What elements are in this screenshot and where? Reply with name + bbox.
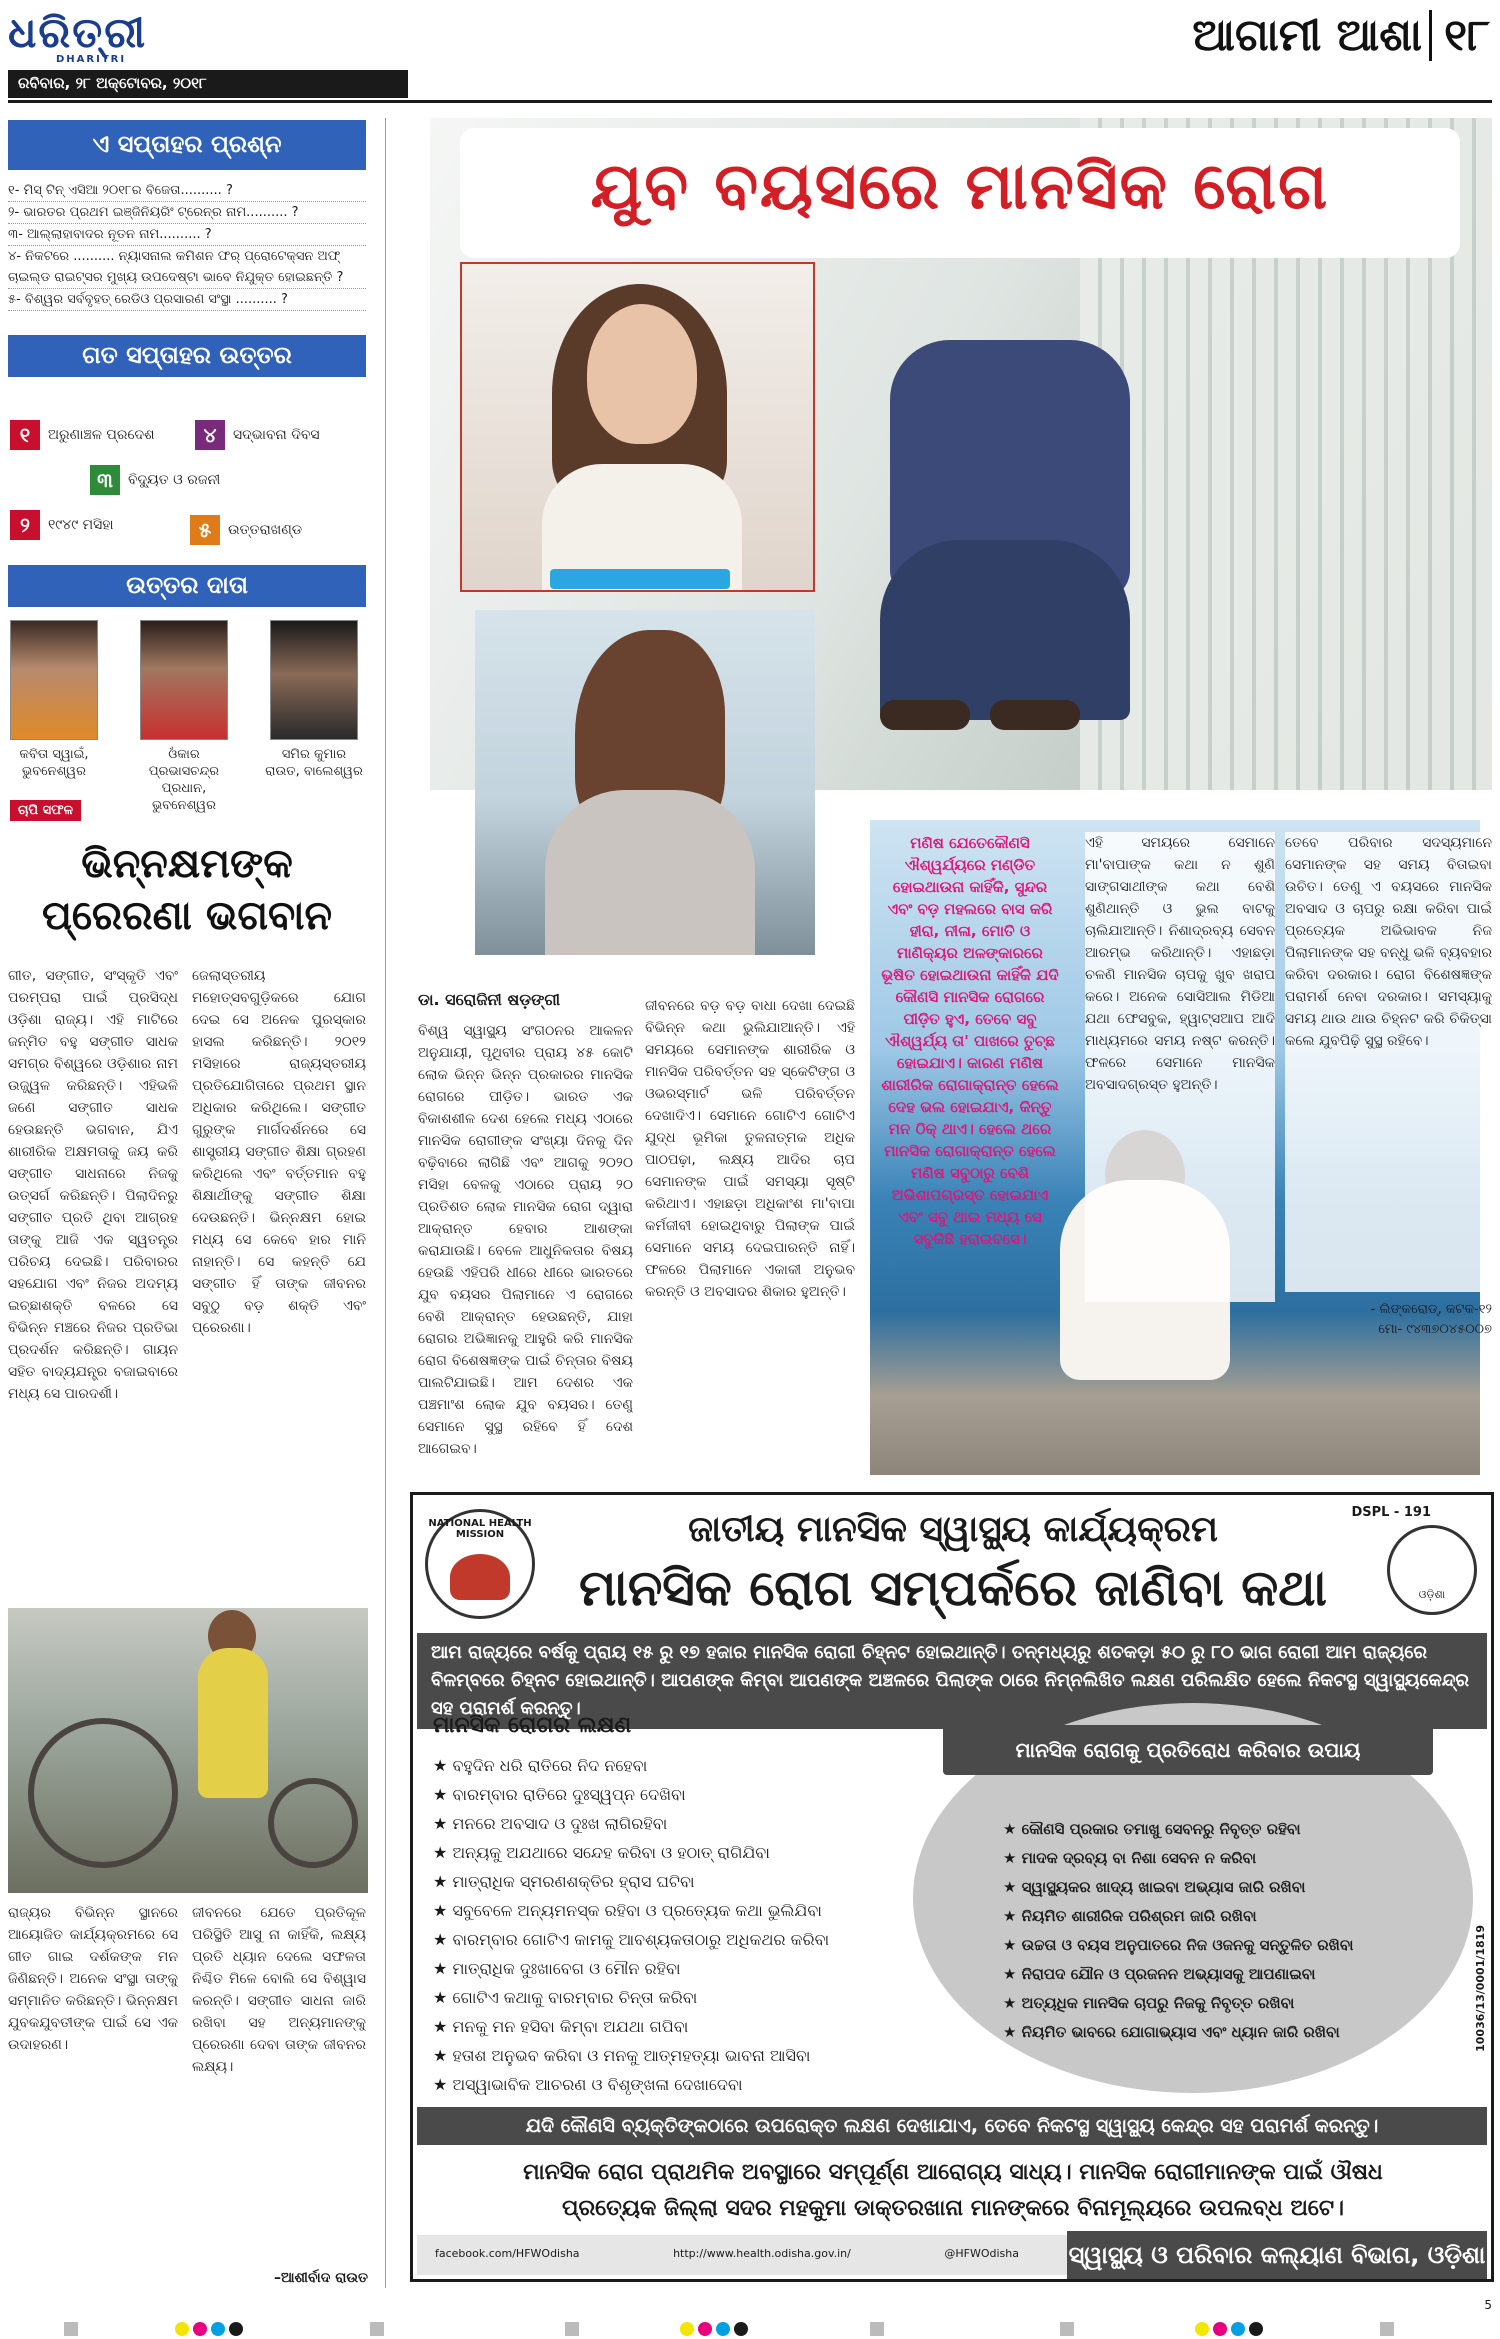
ad-program: ଜାତୀୟ ମାନସିକ ସ୍ୱାସ୍ଥ୍ୟ କାର୍ଯ୍ୟକ୍ରମ xyxy=(688,1509,1218,1550)
story-column: ଗୀତ, ସଙ୍ଗୀତ, ସଂସ୍କୃତି ଏବଂ ପରମ୍ପରା ପାଇଁ ପ୍ରସିଦ୍ଧ ଓଡ଼ିଶା ରାଜ୍ୟ। ଏହି ମାଟିରେ ଜନ୍ମିତ ବହୁ ସଙ୍ଗୀତ ସାଧକ ସମଗ୍ର ବିଶ୍ୱରେ ଓଡ଼ିଶାର ନାମ ଉଜ୍ଜ୍ୱଳ କରିଛନ୍ତି। ଏହିଭଳି ଜଣେ ସଙ୍ଗୀତ ସାଧକ ହେଉଛନ୍ତି ଭଗବାନ, ଯିଏ ଶାରୀରିକ ଅକ୍ଷମତାକୁ ଜୟ କରି ସଙ୍ଗୀତ ସାଧନାରେ ନିଜକୁ ଉତ୍ସର୍ଗ କରିଛନ୍ତି। ପିଲାଦିନରୁ ସଙ୍ଗୀତ ପ୍ରତି ଥିବା ଆଗ୍ରହ ତାଙ୍କୁ ଆଜି ଏକ ସ୍ୱତନ୍ତ୍ର ପରିଚୟ ଦେଇଛି। ପରିବାରର ସହଯୋଗ ଏବଂ ନିଜର ଅଦମ୍ୟ ଇଚ୍ଛାଶକ୍ତି ବଳରେ ସେ ବିଭିନ୍ନ ମଞ୍ଚରେ ନିଜର ପ୍ରତିଭା ପ୍ରଦର୍ଶନ କରିଛନ୍ତି। ଗାୟନ ସହିତ ବାଦ୍ୟଯନ୍ତ୍ର ବଜାଇବାରେ ମଧ୍ୟ ସେ ପାରଦର୍ଶୀ। xyxy=(8,968,178,1402)
man-shoe xyxy=(880,700,970,730)
story-title-line: ଭିନ୍ନକ୍ଷମଙ୍କ xyxy=(81,841,293,887)
color-swatch xyxy=(1249,2322,1263,2336)
ad-intro: ଆମ ରାଜ୍ୟରେ ବର୍ଷକୁ ପ୍ରାୟ ୧୫ ରୁ ୧୭ ହଜାର ମାନସିକ ରୋଗୀ ଚିହ୍ନଟ ହୋଇଥାନ୍ତି। ତନ୍ମଧ୍ୟରୁ ଶତକଡ଼ା ୫୦ ରୁ ୮୦ ଭାଗ ରୋଗୀ ଆମ ରାଜ୍ୟରେ ବିଳମ୍ବରେ ଚିହ୍ନଟ ହୋଇଥାନ୍ତି। ଆପଣଙ୍କ କିମ୍ବା ଆପଣଙ୍କ ଅଞ୍ଚଳରେ ପିଲାଙ୍କ ଠାରେ ନିମ୍ନଲିଖିତ ଲକ୍ଷଣ ପରିଲକ୍ଷିତ ହେଲେ ନିକଟସ୍ଥ ସ୍ୱାସ୍ଥ୍ୟକେନ୍ଦ୍ର ସହ ପରାମର୍ଶ କରନ୍ତୁ। xyxy=(417,1633,1487,1729)
facebook-link[interactable]: facebook.com/HFWOdisha xyxy=(435,2247,580,2260)
man-legs xyxy=(880,540,1130,720)
ad-advice: ଯଦି କୌଣସି ବ୍ୟକ୍ତିଙ୍କଠାରେ ଉପରୋକ୍ତ ଲକ୍ଷଣ ଦେଖାଯାଏ, ତେବେ ନିକଟସ୍ଥ ସ୍ୱାସ୍ଥ୍ୟ କେନ୍ଦ୍ର ସହ ପରାମର୍ଶ କରନ୍ତୁ। xyxy=(417,2107,1487,2145)
answer-text: ବିଦ୍ୟୁତ ଓ ରଜନୀ xyxy=(128,472,221,488)
website-link[interactable]: http://www.health.odisha.gov.in/ xyxy=(673,2247,851,2260)
wheel-shape xyxy=(268,1778,358,1868)
story-column: ରାଜ୍ୟର ବିଭିନ୍ନ ସ୍ଥାନରେ ଆୟୋଜିତ କାର୍ଯ୍ୟକ୍ରମରେ ସେ ଗୀତ ଗାଇ ଦର୍ଶକଙ୍କ ମନ ଜିଣିଛନ୍ତି। ଅନେକ ସଂସ୍ଥା ତାଙ୍କୁ ସମ୍ମାନିତ କରିଛନ୍ତି। ଭିନ୍ନକ୍ଷମ ଯୁବକଯୁବତୀଙ୍କ ପାଇଁ ସେ ଏକ ଉଦାହରଣ। xyxy=(8,1905,178,2053)
winner-name: କବିତା ସ୍ୱାଇଁ, xyxy=(19,747,89,762)
print-mark xyxy=(370,2322,384,2336)
winner-name: ସମିର କୁମାର xyxy=(281,747,347,762)
article-column: ତେବେ ପରିବାର ସଦସ୍ୟମାନେ ସେମାନଙ୍କ ସହ ସମୟ ବିତାଇବା ଉଚିତ। ତେଣୁ ଏ ବୟସରେ ମାନସିକ ଅବସାଦ ଓ ଚାପରୁ ରକ୍ଷା କରିବା ପାଇଁ ପ୍ରତ୍ୟେକ ଅଭିଭାବକ ନିଜ ପିଲାମାନଙ୍କ ସହ ବନ୍ଧୁ ଭଳି ବ୍ୟବହାର କରିବା ଦରକାର। ରୋଗ ବିଶେଷଜ୍ଞଙ୍କ ପରାମର୍ଶ ନେବା ଦରକାର। ସମସ୍ୟାକୁ ସମୟ ଥାଉ ଥାଉ ଚିହ୍ନଟ କରି ଚିକିତ୍ସା କଲେ ଯୁବପିଢ଼ି ସୁସ୍ଥ ରହିବେ। xyxy=(1285,832,1492,1292)
main-headline: ଯୁବ ବୟସରେ ମାନସିକ ରୋଗ xyxy=(590,150,1330,224)
symptom-item: ★ ଅସ୍ୱାଭାବିକ ଆଚରଣ ଓ ବିଶୃଙ୍ଖଳା ଦେଖାଦେବା xyxy=(433,2070,973,2099)
folio-number: 5 xyxy=(1484,2298,1492,2312)
article-column: ବିଶ୍ୱ ସ୍ୱାସ୍ଥ୍ୟ ସଂଗଠନର ଆକଳନ ଅନୁଯାୟୀ, ପୃଥିବୀର ପ୍ରାୟ ୪୫ କୋଟି ଲୋକ ଭିନ୍ନ ଭିନ୍ନ ପ୍ରକାରର ମାନସିକ ରୋଗରେ ପୀଡ଼ିତ। ଭାରତ ଏକ ବିକାଶଶୀଳ ଦେଶ ହେଲେ ମଧ୍ୟ ଏଠାରେ ମାନସିକ ରୋଗୀଙ୍କ ସଂଖ୍ୟା ଦିନକୁ ଦିନ ବଢ଼ିବାରେ ଲାଗିଛି ଏବଂ ଆଗକୁ ୨୦୨୦ ମସିହା ବେଳକୁ ଏଠାରେ ପ୍ରାୟ ୨୦ ପ୍ରତିଶତ ଲୋକ ମାନସିକ ରୋଗ ଦ୍ୱାରା ଆକ୍ରାନ୍ତ ହେବାର ଆଶଙ୍କା କରାଯାଉଛି। ବେଳେ ଆଧୁନିକତାର ବିଷୟ ହେଉଛି ଏହିପରି ଧୀରେ ଧୀରେ ଭାରତରେ ଯୁବ ବୟସର ପିଲାମାନେ ଏ ରୋଗରେ ବେଶି ଆକ୍ରାନ୍ତ ହେଉଛନ୍ତି, ଯାହା ରୋଗର ଅଭିଜ୍ଞାନକୁ ଆହୁରି କରି ମାନସିକ ରୋଗ ବିଶେଷଜ୍ଞଙ୍କ ପାଇଁ ଚିନ୍ତାର ବିଷୟ ପାଲଟିଯାଇଛି। ଆମ ଦେଶର ଏକ ପଞ୍ଚମାଂଶ ଲୋକ ଯୁବ ବୟସର। ତେଣୁ ସେମାନେ ସୁସ୍ଥ ରହିବେ ହିଁ ଦେଶ ଆଗେଇବ। xyxy=(418,1023,633,1457)
symptom-item: ★ ଗୋଟିଏ କଥାକୁ ବାରମ୍ବାର ଚିନ୍ତା କରିବା xyxy=(433,1983,973,2012)
winner-place: ଭୁବନେଶ୍ୱର xyxy=(22,764,86,779)
section-title: ଆଗାମୀ ଆଶା xyxy=(1192,10,1422,61)
ad-code: DSPL - 191 xyxy=(1351,1505,1431,1520)
color-swatch xyxy=(1231,2322,1245,2336)
column-rule xyxy=(385,118,386,2288)
symptom-item: ★ ବାରମ୍ବାର ରାତିରେ ଦୁଃସ୍ୱପ୍ନ ଦେଖିବା xyxy=(433,1780,973,1809)
answer-number: ୪ xyxy=(195,420,225,450)
answer-item xyxy=(190,515,302,545)
body-shape xyxy=(545,790,755,955)
quiz-question: ୫- ବିଶ୍ୱର ସର୍ବବୃହତ୍ ରେଡିଓ ପ୍ରସାରଣ ସଂସ୍ଥା .......... ? xyxy=(8,289,366,311)
nhm-logo xyxy=(425,1509,535,1619)
answer-item xyxy=(195,420,320,450)
article-column: ଏହି ସମୟରେ ସେମାନେ ମା'ବାପାଙ୍କ କଥା ନ ଶୁଣି ସାଙ୍ଗସାଥୀଙ୍କ କଥା ବେଶି ଶୁଣିଥାନ୍ତି ଓ ଭୁଲ ବାଟକୁ ଚାଲିଯାଆନ୍ତି। ନିଶାଦ୍ରବ୍ୟ ସେବନ ଆରମ୍ଭ କରିଥାନ୍ତି। ଏହାଛଡ଼ା ଚଳଣି ମାନସିକ ଚାପକୁ ଖୁବ ଖରାପ କରେ। ଅନେକ ସୋସିଆଲ ମିଡିଆ ଯଥା ଫେସବୁକ, ହ୍ୱାଟ୍ସଆପ ଆଦି ମାଧ୍ୟମରେ ସମୟ ନଷ୍ଟ କରନ୍ତି। ଫଳରେ ସେମାନେ ମାନସିକ ଅବସାଦଗ୍ରସ୍ତ ହୁଅନ୍ତି। xyxy=(1085,832,1275,1302)
color-swatch xyxy=(716,2322,730,2336)
color-swatch xyxy=(1213,2322,1227,2336)
story-column: ଜେଲାସ୍ତରୀୟ ମହୋତ୍ସବଗୁଡ଼ିକରେ ଯୋଗ ଦେଇ ସେ ଅନେକ ପୁରସ୍କାର ହାସଲ କରିଛନ୍ତି। ୨୦୧୨ ମସିହାରେ ରାଜ୍ୟସ୍ତରୀୟ ପ୍ରତିଯୋଗିତାରେ ପ୍ରଥମ ସ୍ଥାନ ଅଧିକାର କରିଥିଲେ। ସଙ୍ଗୀତ ଗୁରୁଙ୍କ ମାର୍ଗଦର୍ଶନରେ ସେ ଶାସ୍ତ୍ରୀୟ ସଙ୍ଗୀତ ଶିକ୍ଷା ଗ୍ରହଣ କରିଥିଲେ ଏବଂ ବର୍ତ୍ତମାନ ବହୁ ଶିକ୍ଷାର୍ଥୀଙ୍କୁ ସଙ୍ଗୀତ ଶିକ୍ଷା ଦେଉଛନ୍ତି। ଭିନ୍ନକ୍ଷମ ହୋଇ ମଧ୍ୟ ସେ କେବେ ହାର ମାନି ନାହାନ୍ତି। ସେ କହନ୍ତି ଯେ ସଙ୍ଗୀତ ହିଁ ତାଙ୍କ ଜୀବନର ସବୁଠୁ ବଡ଼ ଶକ୍ତି ଏବଂ ପ୍ରେରଣା। xyxy=(192,968,366,1336)
symptoms-heading: ମାନସିକ ରୋଗର ଲକ୍ଷଣ xyxy=(433,1713,632,1738)
ad-note-line: ମାନସିକ ରୋଗ ପ୍ରାଥମିକ ଅବସ୍ଥାରେ ସମ୍ପୂର୍ଣ୍ଣ ଆରୋଗ୍ୟ ସାଧ୍ୟ। ମାନସିକ ରୋଗୀମାନଙ୍କ ପାଇଁ ଔଷଧ xyxy=(523,2160,1383,2185)
symptom-item: ★ ମାତ୍ରାଧିକ ଦୁଃଖାବେଗ ଓ ମୌନ ରହିବା xyxy=(433,1954,973,1983)
quiz-question: ୩- ଆଲ୍ଲାହାବାଦର ନୂତନ ନାମ.......... ? xyxy=(8,224,366,246)
print-mark xyxy=(1060,2322,1074,2336)
answer-text: ସଦ୍‌ଭାବନା ଦିବସ xyxy=(233,427,320,443)
twitter-link[interactable]: @HFWOdisha xyxy=(944,2247,1019,2260)
department-name: ସ୍ୱାସ୍ଥ୍ୟ ଓ ପରିବାର କଲ୍ୟାଣ ବିଭାଗ, ଓଡ଼ିଶା xyxy=(1067,2231,1487,2279)
color-swatch xyxy=(193,2322,207,2336)
answer-text: ଅରୁଣାଞ୍ଚଳ ପ୍ରଦେଶ xyxy=(48,427,155,443)
stressed-woman-photo xyxy=(460,262,815,592)
prevention-item: ★ ସ୍ୱାସ୍ଥ୍ୟକର ଖାଦ୍ୟ ଖାଇବା ଅଭ୍ୟାସ ଜାରି ରଖିବା xyxy=(1003,1873,1423,1902)
quiz-list xyxy=(8,180,366,311)
worried-woman-photo xyxy=(475,610,815,955)
sad-man-figure xyxy=(880,320,1130,740)
nhm-label: NATIONAL HEALTH MISSION xyxy=(428,1518,532,1540)
pull-quote: ମଣିଷ ଯେତେକୌଣସି ଐଶ୍ୱର୍ଯ୍ୟରେ ମଣ୍ଡିତ ହୋଇଥାଉନା କାହିଁକି, ସୁନ୍ଦର ଏବଂ ବଡ଼ ମହଲରେ ବାସ କରି ହୀରା, ନୀଳା, ମୋତି ଓ ମାଣିକ୍ୟର ଅଳଙ୍କାରରେ ଭୂଷିତ ହୋଇଥାଉନା କାହିଁକି ଯଦି କୌଣସି ମାନସିକ ରୋଗରେ ପୀଡ଼ିତ ହୁଏ, ତେବେ ସବୁ ଐଶ୍ୱର୍ଯ୍ୟ ତା' ପାଖରେ ତୁଚ୍ଛ ହୋଇଯାଏ। କାରଣ ମଣିଷ ଶାରୀରିକ ରୋଗାକ୍ରାନ୍ତ ହେଲେ ଦେହ ଭଲ ହୋଇଯାଏ, କିନ୍ତୁ ମନ ଠିକ୍ ଥାଏ। ହେଲେ ଥରେ ମାନସିକ ରୋଗାକ୍ରାନ୍ତ ହେଲେ ମଣିଷ ସବୁଠାରୁ ବେଶି ଅଭିଶାପଗ୍ରସ୍ତ ହୋଇଯାଏ ଏବଂ ସବୁ ଥାଇ ମଧ୍ୟ ସେ ସବୁକିଛି ହରାଇବସେ। xyxy=(881,834,1059,1248)
answer-item xyxy=(90,465,220,495)
ad-note xyxy=(433,2155,1473,2227)
brand-name: ଧରିତ୍ରୀ xyxy=(8,8,148,57)
color-swatch xyxy=(175,2322,189,2336)
winner-photo xyxy=(10,620,98,740)
print-mark xyxy=(64,2322,78,2336)
prevention-item: ★ ଅତ୍ୟଧିକ ମାନସିକ ଚାପରୁ ନିଜକୁ ନିବୃତ୍ତ ରଖିବା xyxy=(1003,1989,1423,2018)
tricycle-photo xyxy=(8,1608,368,1893)
prevention-list xyxy=(1003,1815,1423,2047)
winner-photo xyxy=(270,620,358,740)
prevention-item: ★ ନିୟମିତ ଭାବରେ ଯୋଗାଭ୍ୟାସ ଏବଂ ଧ୍ୟାନ ଜାରି ରଖିବା xyxy=(1003,2018,1423,2047)
headline-box xyxy=(460,128,1460,258)
article-author: ଡା. ସରୋଜିନୀ ଷଡ଼ଙ୍ଗୀ xyxy=(418,990,561,1009)
winner-place: ରାଉତ, ବାଲେଶ୍ୱର xyxy=(265,764,363,779)
color-swatch xyxy=(211,2322,225,2336)
masthead-logo xyxy=(8,8,218,66)
story-byline: –ଆଶୀର୍ବାଦ ରାଉତ xyxy=(273,2270,368,2286)
color-swatch xyxy=(698,2322,712,2336)
symptoms-list xyxy=(433,1751,973,2099)
caption-bar xyxy=(550,569,730,589)
story-title xyxy=(8,838,366,942)
story-tag: ଚାପି ସଫଳ xyxy=(10,800,81,821)
answer-number: ୧ xyxy=(10,420,40,450)
prevention-item: ★ ମାଦକ ଦ୍ରବ୍ୟ ବା ନିଶା ସେବନ ନ କରିବା xyxy=(1003,1844,1423,1873)
ad-title: ମାନସିକ ରୋଗ ସମ୍ପର୍କରେ ଜାଣିବା କଥା xyxy=(579,1559,1327,1617)
print-mark xyxy=(565,2322,579,2336)
answer-number: ୩ xyxy=(90,465,120,495)
quiz-question: ୧- ମିସ୍ ଟିନ୍ ଏସିଆ ୨୦୧୮ର ବିଜେତା.......... ? xyxy=(8,180,366,202)
symptom-item: ★ ହତାଶ ଅନୁଭବ କରିବା ଓ ମନକୁ ଆତ୍ମହତ୍ୟା ଭାବନା ଆସିବା xyxy=(433,2041,973,2070)
winner-name: ଓଁକାର ପ୍ରଭାସଚନ୍ଦ୍ର xyxy=(148,747,220,779)
symptom-item: ★ ମନକୁ ମନ ହସିବା କିମ୍ବା ଅଯଥା ଗପିବା xyxy=(433,2012,973,2041)
winner-place: ପ୍ରଧାନ, ଭୁବନେଶ୍ୱର xyxy=(152,781,216,813)
answer-text: ଉତ୍ତରାଖଣ୍ଡ xyxy=(228,522,303,538)
odisha-emblem: ଓଡ଼ିଶା xyxy=(1387,1525,1477,1615)
dateline: ରବିବାର, ୨୮ ଅକ୍ଟୋବର, ୨୦୧୮ xyxy=(8,70,408,98)
winner-card xyxy=(134,620,234,814)
quiz-question: ୨- ଭାରତର ପ୍ରଥମ ଇଞ୍ଜିନିୟରିଂ ଟ୍ରେନ୍‌ର ନାମ.......... ? xyxy=(8,202,366,224)
symptom-item: ★ ସବୁବେଳେ ଅନ୍ୟମନସ୍କ ରହିବା ଓ ପ୍ରତ୍ୟେକ କଥା ଭୁଲିଯିବା xyxy=(433,1896,973,1925)
article-column: ଜୀବନରେ ବଡ଼ ବଡ଼ ବାଧା ଦେଖା ଦେଇଛି ବିଭିନ୍ନ କଥା ଭୁଲିଯାଆନ୍ତି। ଏହି ସମୟରେ ସେମାନଙ୍କ ଶାରୀରିକ ଓ ମାନସିକ ପରିବର୍ତ୍ତନ ସହ ସ୍କେଟିଙ୍ଗ ଓ ଓଭରସ୍ମାର୍ଟ ଭଳି ପରିବର୍ତ୍ତନ ଦେଖାଦିଏ। ସେମାନେ ଗୋଟିଏ ଗୋଟିଏ ଯୁଦ୍ଧ ଭୂମିକା ତୁଳନାତ୍ମକ ଅଧିକ ପାଠପଢ଼ା, ଲକ୍ଷ୍ୟ ଆଦିର ଚାପ ସେମାନଙ୍କ ପାଇଁ ସମସ୍ୟା ସୃଷ୍ଟି କରିଥାଏ। ଏହାଛଡ଼ା ଅଧିକାଂଶ ମା'ବାପା କର୍ମଜୀବୀ ହୋଇଥିବାରୁ ପିଲାଙ୍କ ପାଇଁ ସେମାନେ ସମୟ ଦେଇପାରନ୍ତି ନାହିଁ। ଫଳରେ ପିଲାମାନେ ଏକାକୀ ଅନୁଭବ କରନ୍ତି ଓ ଅବସାଦର ଶିକାର ହୁଅନ୍ତି। xyxy=(645,998,855,1300)
answer-text: ୧୯୪୯ ମସିହା xyxy=(48,517,114,533)
prevention-item: ★ ନିୟମିତ ଶାରୀରିକ ପରିଶ୍ରମ ଜାରି ରଖିବା xyxy=(1003,1902,1423,1931)
answer-number: ୨ xyxy=(10,510,40,540)
quiz-heading: ଏ ସପ୍ତାହର ପ୍ରଶ୍ନ xyxy=(8,120,366,170)
prevention-item: ★ ନିରାପଦ ଯୌନ ଓ ପ୍ରଜନନ ଅଭ୍ୟାସକୁ ଆପଣାଇବା xyxy=(1003,1960,1423,1989)
page-number: ୧୮ xyxy=(1429,10,1490,61)
prevention-item: ★ ଉଚ୍ଚତା ଓ ବୟସ ଅନୁପାତରେ ନିଜ ଓଜନକୁ ସନ୍ତୁଳିତ ରଖିବା xyxy=(1003,1931,1423,1960)
color-swatch xyxy=(680,2322,694,2336)
print-mark xyxy=(870,2322,884,2336)
winner-card xyxy=(4,620,104,780)
symptom-item: ★ ଅନ୍ୟକୁ ଅଯଥାରେ ସନ୍ଦେହ କରିବା ଓ ହଠାତ୍ ରାଗିଯିବା xyxy=(433,1838,973,1867)
symptom-item: ★ ମାତ୍ରାଧିକ ସ୍ମରଣଶକ୍ତିର ହ୍ରାସ ଘଟିବା xyxy=(433,1867,973,1896)
symptom-item: ★ ମନରେ ଅବସାଦ ଓ ଦୁଃଖ ଲାଗିରହିବା xyxy=(433,1809,973,1838)
winner-card xyxy=(264,620,364,780)
registration-code: 10036/13/0001/1819 xyxy=(1474,1925,1487,2052)
answer-item xyxy=(10,510,114,540)
health-advertisement xyxy=(410,1492,1494,2282)
story-column: ଜୀବନରେ ଯେତେ ପ୍ରତିକୂଳ ପରିସ୍ଥିତି ଆସୁ ନା କାହିଁକି, ଲକ୍ଷ୍ୟ ପ୍ରତି ଧ୍ୟାନ ଦେଲେ ସଫଳତା ନିଶ୍ଚିତ ମିଳେ ବୋଲି ସେ ବିଶ୍ୱାସ କରନ୍ତି। ସଙ୍ଗୀତ ସାଧନା ଜାରି ରଖିବା ସହ ଅନ୍ୟମାନଙ୍କୁ ପ୍ରେରଣା ଦେବା ତାଙ୍କ ଜୀବନର ଲକ୍ଷ୍ୟ। xyxy=(192,1905,366,2075)
author-signature xyxy=(1280,1300,1492,1340)
person-body xyxy=(198,1648,268,1798)
symptom-item: ★ ବହୁଦିନ ଧରି ରାତିରେ ନିଦ ନହେବା xyxy=(433,1751,973,1780)
man-shoe xyxy=(990,700,1080,730)
winners-heading: ଉତ୍ତର ଦାତା xyxy=(8,565,366,607)
answers-heading: ଗତ ସପ୍ତାହର ଉତ୍ତର xyxy=(8,335,366,377)
ad-note-line: ପ୍ରତ୍ୟେକ ଜିଲ୍ଲା ସଦର ମହକୁମା ଡାକ୍ତରଖାନା ମାନଙ୍କରେ ବିନାମୂଲ୍ୟରେ ଉପଲବ୍ଧ ଅଟେ। xyxy=(562,2196,1344,2221)
quiz-question: ୪- ନିକଟରେ .......... ନ୍ୟାସନାଲ କମିଶନ ଫର୍ ପ୍ରୋଟେକ୍ସନ ଅଫ୍ ଚାଇଲ୍ଡ ରାଇଟ୍ସର ମୁଖ୍ୟ ଉପଦେଷ୍ଟା ଭାବେ ନିଯୁକ୍ତ ହୋଇଛନ୍ତି ? xyxy=(8,246,366,289)
header-rule xyxy=(8,100,1492,103)
winner-photo xyxy=(140,620,228,740)
color-swatch xyxy=(1195,2322,1209,2336)
signature-place: - ଲିଙ୍କରୋଡ୍, କଟକ-୧୨ xyxy=(1370,1302,1492,1317)
brand-sub: DHARITRI xyxy=(56,54,127,65)
prevention-heading: ମାନସିକ ରୋଗକୁ ପ୍ରତିରୋଧ କରିବାର ଉପାୟ xyxy=(943,1725,1433,1775)
wheel-shape xyxy=(28,1718,178,1868)
color-swatch xyxy=(229,2322,243,2336)
face-shape xyxy=(587,304,697,444)
answer-number: ୫ xyxy=(190,515,220,545)
answer-item xyxy=(10,420,155,450)
signature-phone: ମୋ- ୯୪୩୭୦୪୫୦୦୭ xyxy=(1378,1322,1492,1337)
story-title-line: ପ୍ରେରଣା ଭଗବାନ xyxy=(41,893,333,939)
symptom-item: ★ ବାରମ୍ବାର ଗୋଟିଏ କାମକୁ ଆବଶ୍ୟକତାଠାରୁ ଅଧିକଥର କରିବା xyxy=(433,1925,973,1954)
color-swatch xyxy=(734,2322,748,2336)
prevention-item: ★ କୌଣସି ପ୍ରକାର ତମାଖୁ ସେବନରୁ ନିବୃତ୍ତ ରହିବା xyxy=(1003,1815,1423,1844)
print-mark xyxy=(1380,2322,1394,2336)
family-icon xyxy=(450,1554,510,1600)
